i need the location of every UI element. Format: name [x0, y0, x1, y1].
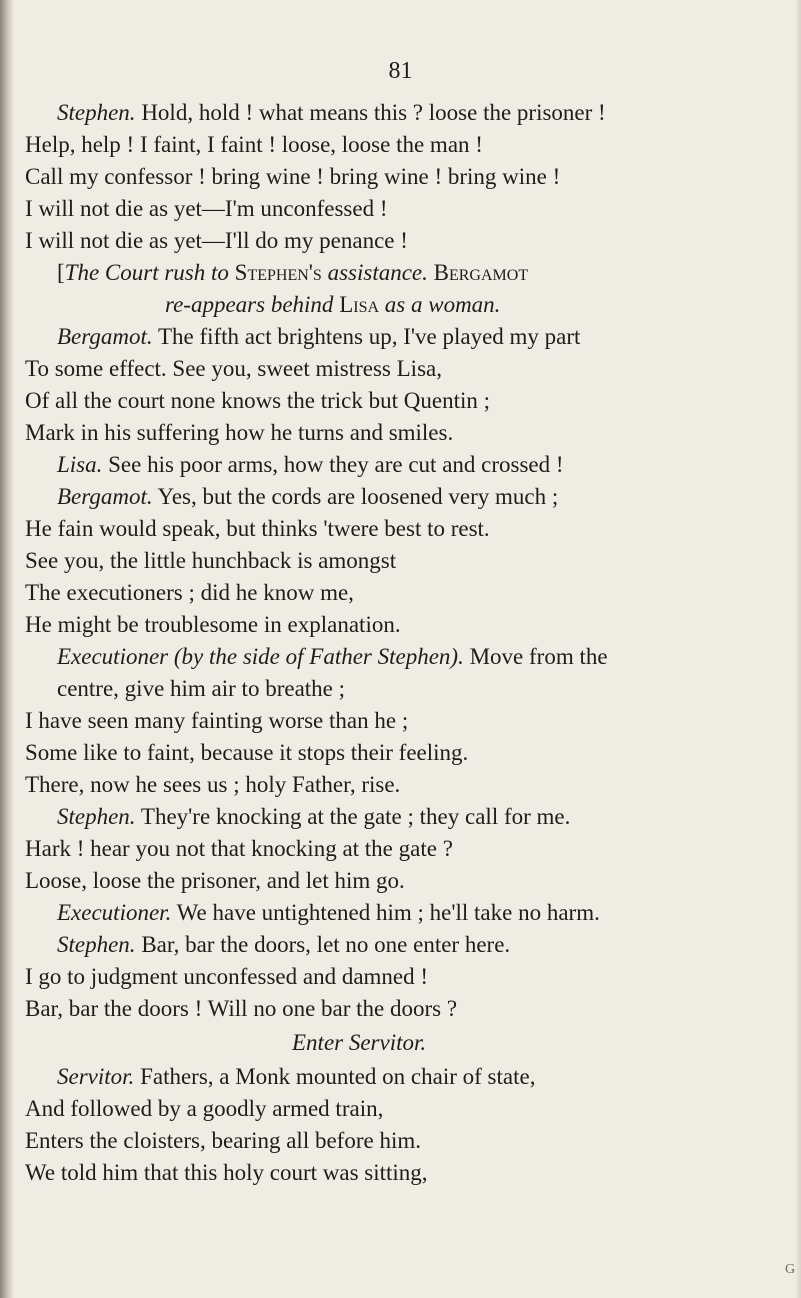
- page-edge: [795, 0, 801, 1298]
- text-line: Call my confessor ! bring wine ! bring wine ! bring wine !: [25, 164, 561, 189]
- text-line: Stephen. Hold, hold ! what means this ? loose the prisoner !: [57, 100, 606, 125]
- text-line: Hark ! hear you not that knocking at the gate ?: [25, 836, 453, 861]
- text-line: I will not die as yet—I'm unconfessed !: [25, 196, 388, 221]
- text-line: Stephen. Bar, bar the doors, let no one enter here.: [57, 932, 511, 957]
- text-line: Bergamot. Yes, but the cords are loosened very much ;: [57, 484, 559, 509]
- text-line: Lisa. See his poor arms, how they are cut and crossed !: [57, 452, 564, 477]
- text-line: Executioner. We have untightened him ; he'll take no harm.: [57, 900, 600, 925]
- text-line: Executioner (by the side of Father Stephen). Move from the: [57, 644, 608, 669]
- page-number: 81: [388, 58, 413, 84]
- stage-direction: [The Court rush to Stephen's assistance. Bergamot: [57, 260, 529, 285]
- text-line: There, now he sees us ; holy Father, rise.: [25, 772, 401, 797]
- text-line: I go to judgment unconfessed and damned !: [25, 964, 429, 989]
- text-line: Of all the court none knows the trick but Quentin ;: [25, 388, 491, 413]
- text-line: centre, give him air to breathe ;: [57, 676, 346, 701]
- stage-direction: re-appears behind Lisa as a woman.: [165, 292, 501, 317]
- text-line: Help, help ! I faint, I faint ! loose, loose the man !: [25, 132, 483, 157]
- text-line: I have seen many fainting worse than he ;: [25, 708, 409, 733]
- text-line: Servitor. Fathers, a Monk mounted on chair of state,: [57, 1064, 536, 1089]
- text-line: Some like to faint, because it stops their feeling.: [25, 740, 469, 765]
- text-line: Mark in his suffering how he turns and smiles.: [25, 420, 454, 445]
- text-line: The executioners ; did he know me,: [25, 580, 354, 605]
- text-line: Bar, bar the doors ! Will no one bar the doors ?: [25, 996, 458, 1021]
- text-line: Stephen. They're knocking at the gate ; they call for me.: [57, 804, 571, 829]
- signature-mark: G: [785, 1262, 796, 1277]
- binding-shadow: [0, 0, 14, 1298]
- text-line: And followed by a goodly armed train,: [25, 1096, 384, 1121]
- text-line: He might be troublesome in explanation.: [25, 612, 401, 637]
- text-line: Bergamot. The fifth act brightens up, I've played my part: [57, 324, 581, 349]
- entrance-direction: Enter Servitor.: [292, 1030, 427, 1055]
- text-line: Loose, loose the prisoner, and let him go.: [25, 868, 405, 893]
- text-line: See you, the little hunchback is amongst: [25, 548, 397, 573]
- text-line: We told him that this holy court was sitting,: [25, 1160, 428, 1185]
- text-line: To some effect. See you, sweet mistress Lisa,: [25, 356, 442, 381]
- text-line: Enters the cloisters, bearing all before him.: [25, 1128, 421, 1153]
- text-line: I will not die as yet—I'll do my penance !: [25, 228, 408, 253]
- text-line: He fain would speak, but thinks 'twere best to rest.: [25, 516, 490, 541]
